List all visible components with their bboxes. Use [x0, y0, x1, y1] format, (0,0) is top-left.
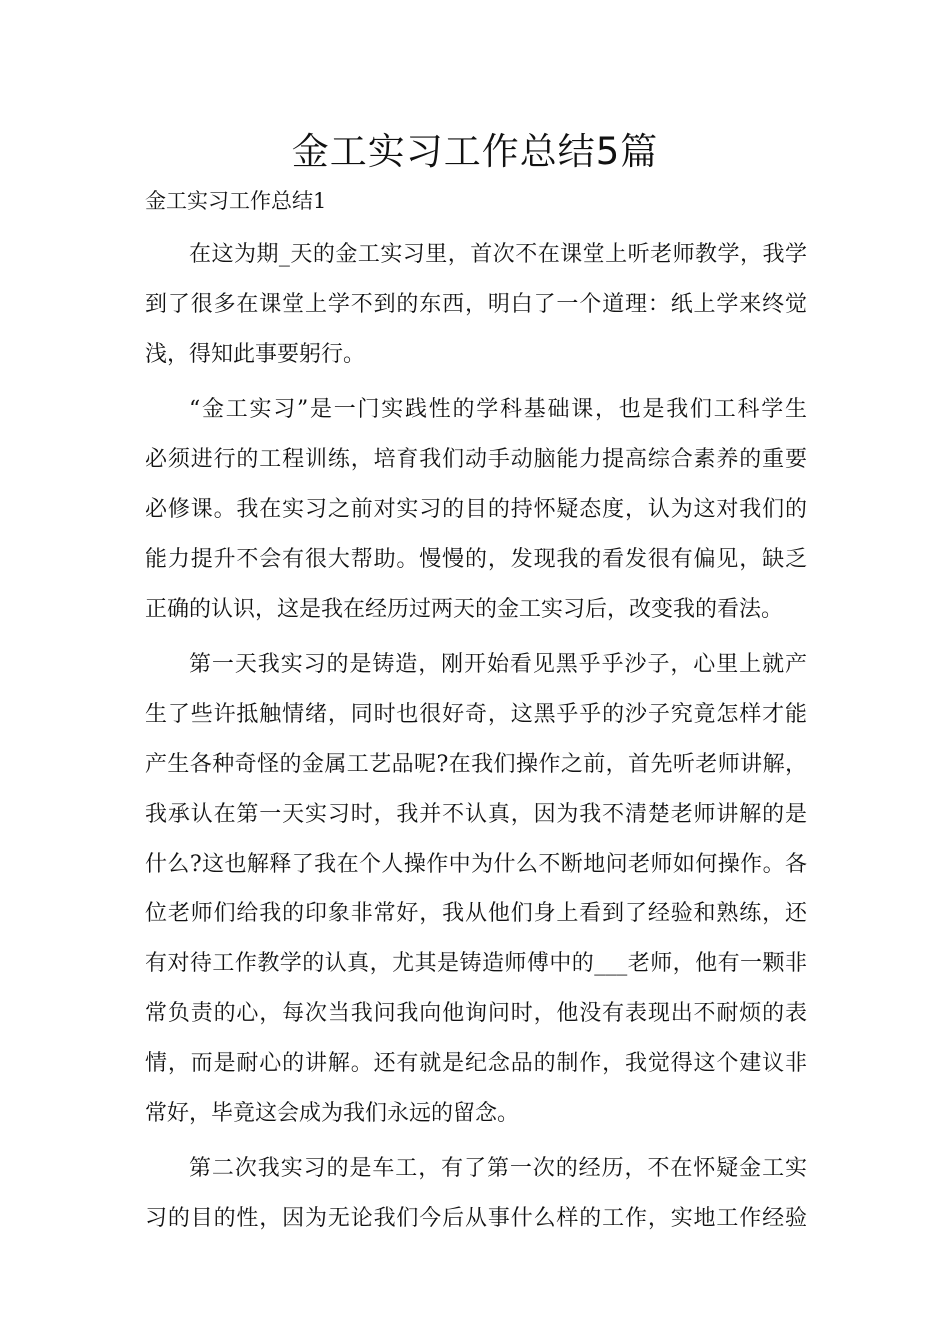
- paragraph-line: 常好，毕竟这会成为我们永远的留念。: [145, 1100, 520, 1126]
- document-title: 金工实习工作总结5篇: [291, 130, 659, 173]
- paragraph-line: 能力提升不会有很大帮助。慢慢的，发现我的看发很有偏见，缺乏: [145, 546, 807, 572]
- paragraph-line: 我承认在第一天实习时，我并不认真，因为我不清楚老师讲解的是: [145, 801, 807, 827]
- paragraph-line: 正确的认识，这是我在经历过两天的金工实习后，改变我的看法。: [145, 596, 784, 622]
- paragraph-line: 到了很多在课堂上学不到的东西，明白了一个道理：纸上学来终觉: [145, 291, 807, 317]
- document-body: [145, 230, 807, 1250]
- paragraph-line: 浅，得知此事要躬行。: [145, 341, 366, 367]
- paragraph-line: 什么?这也解释了我在个人操作中为什么不断地问老师如何操作。各: [145, 851, 807, 877]
- paragraph-line: 第二次我实习的是车工，有了第一次的经历，不在怀疑金工实: [189, 1156, 807, 1182]
- paragraph-line: 位老师们给我的印象非常好，我从他们身上看到了经验和熟练，还: [145, 901, 807, 927]
- paragraph-line: 有对待工作教学的认真，尤其是铸造师傅中的___老师，他有一颗非: [145, 951, 807, 977]
- paragraph-line: 第一天我实习的是铸造，刚开始看见黑乎乎沙子，心里上就产: [189, 652, 807, 678]
- paragraph: [145, 640, 807, 1138]
- paragraph-line: 情，而是耐心的讲解。还有就是纪念品的制作，我觉得这个建议非: [145, 1050, 807, 1076]
- paragraph-line: 在这为期_天的金工实习里，首次不在课堂上听老师教学，我学: [189, 242, 807, 267]
- paragraph: [145, 230, 807, 379]
- paragraph-line: “金工实习”是一门实践性的学科基础课，也是我们工科学生: [189, 397, 807, 423]
- paragraph-line: 产生各种奇怪的金属工艺品呢?在我们操作之前，首先听老师讲解，: [145, 751, 807, 777]
- paragraph-line: 必须进行的工程训练，培育我们动手动脑能力提高综合素养的重要: [145, 447, 807, 473]
- section-heading: 金工实习工作总结1: [145, 189, 327, 213]
- paragraph: [145, 385, 807, 634]
- paragraph-line: 常负责的心，每次当我问我向他询问时，他没有表现出不耐烦的表: [145, 1000, 807, 1026]
- paragraph: [145, 1144, 807, 1244]
- paragraph-line: 习的目的性，因为无论我们今后从事什么样的工作，实地工作经验: [145, 1206, 807, 1232]
- paragraph-line: 必修课。我在实习之前对实习的目的持怀疑态度，认为这对我们的: [145, 496, 807, 522]
- paragraph-line: 生了些许抵触情绪，同时也很好奇，这黑乎乎的沙子究竟怎样才能: [145, 702, 807, 728]
